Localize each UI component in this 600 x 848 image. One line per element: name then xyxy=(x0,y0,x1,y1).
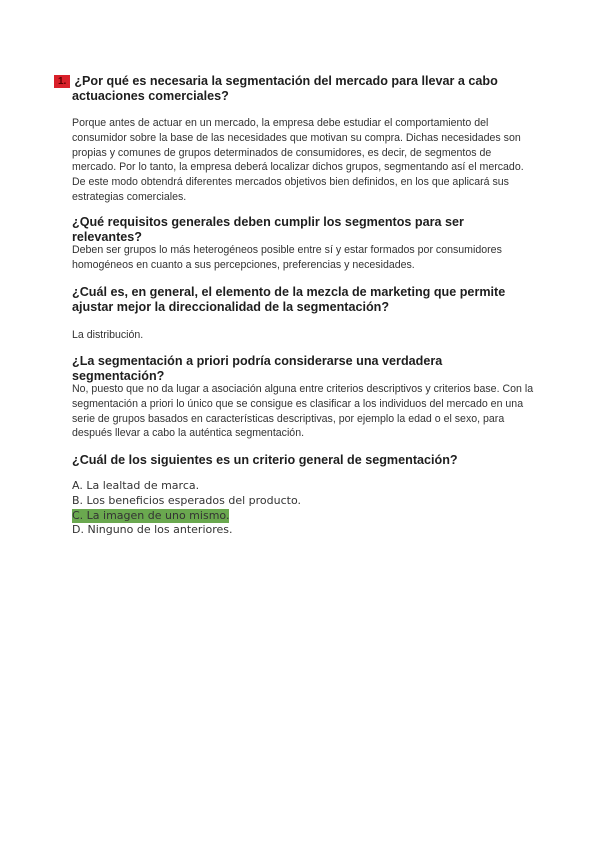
question-4: ¿La segmentación a priori podría considerarse una verdadera segmentación? xyxy=(72,354,443,383)
question-5: ¿Cuál de los siguientes es un criterio general de segmentación? xyxy=(72,453,458,467)
question-1-text: ¿Por qué es necesaria la segmentación del mercado para llevar a cabo actuaciones comerciales? xyxy=(72,74,498,103)
option-d: D. Ninguno de los anteriores. xyxy=(72,523,233,537)
question-number-badge: 1. xyxy=(54,75,70,88)
options-list xyxy=(72,479,301,538)
question-1 xyxy=(58,74,532,104)
answer-3: La distribución. xyxy=(72,329,144,341)
option-c-row xyxy=(72,509,301,524)
option-b: B. Los beneficios esperados del producto. xyxy=(72,493,302,507)
answer-1: Porque antes de actuar en un mercado, la empresa debe estudiar el comportamiento del consumidor sobre la base de las necesidades que motivan su compra. Dichas necesidades son propias y comunes de grupos determinados de consumidores, es decir, de segmentos de mercado. Por lo tanto, la empresa deberá localizar dichos grupos, segmentando así el mercado. De este modo obtendrá diferentes mercados objetivos bien definidos, en los que aplicará sus estrategias comerciales. xyxy=(72,117,524,203)
option-c-highlighted: C. La imagen de uno mismo. xyxy=(72,508,230,522)
question-2: ¿Qué requisitos generales deben cumplir los segmentos para ser relevantes? xyxy=(72,215,464,244)
answer-4: No, puesto que no da lugar a asociación alguna entre criterios descriptivos y criterios base. Con la segmentación a priori lo único que se consigue es clasificar a los individuos del mercado en una serie de grupos basados en características descriptivas, por ejemplo la edad o el sexo, para después llevar a cabo la auténtica segmentación. xyxy=(72,383,534,440)
option-a: A. La lealtad de marca. xyxy=(72,479,200,492)
answer-2: Deben ser grupos lo más heterogéneos posible entre sí y estar formados por consumidores homogéneos en cuanto a sus percepciones, preferencias y necesidades. xyxy=(72,244,502,271)
question-3: ¿Cuál es, en general, el elemento de la mezcla de marketing que permite ajustar mejor la direccionalidad de la segmentación? xyxy=(72,285,506,314)
